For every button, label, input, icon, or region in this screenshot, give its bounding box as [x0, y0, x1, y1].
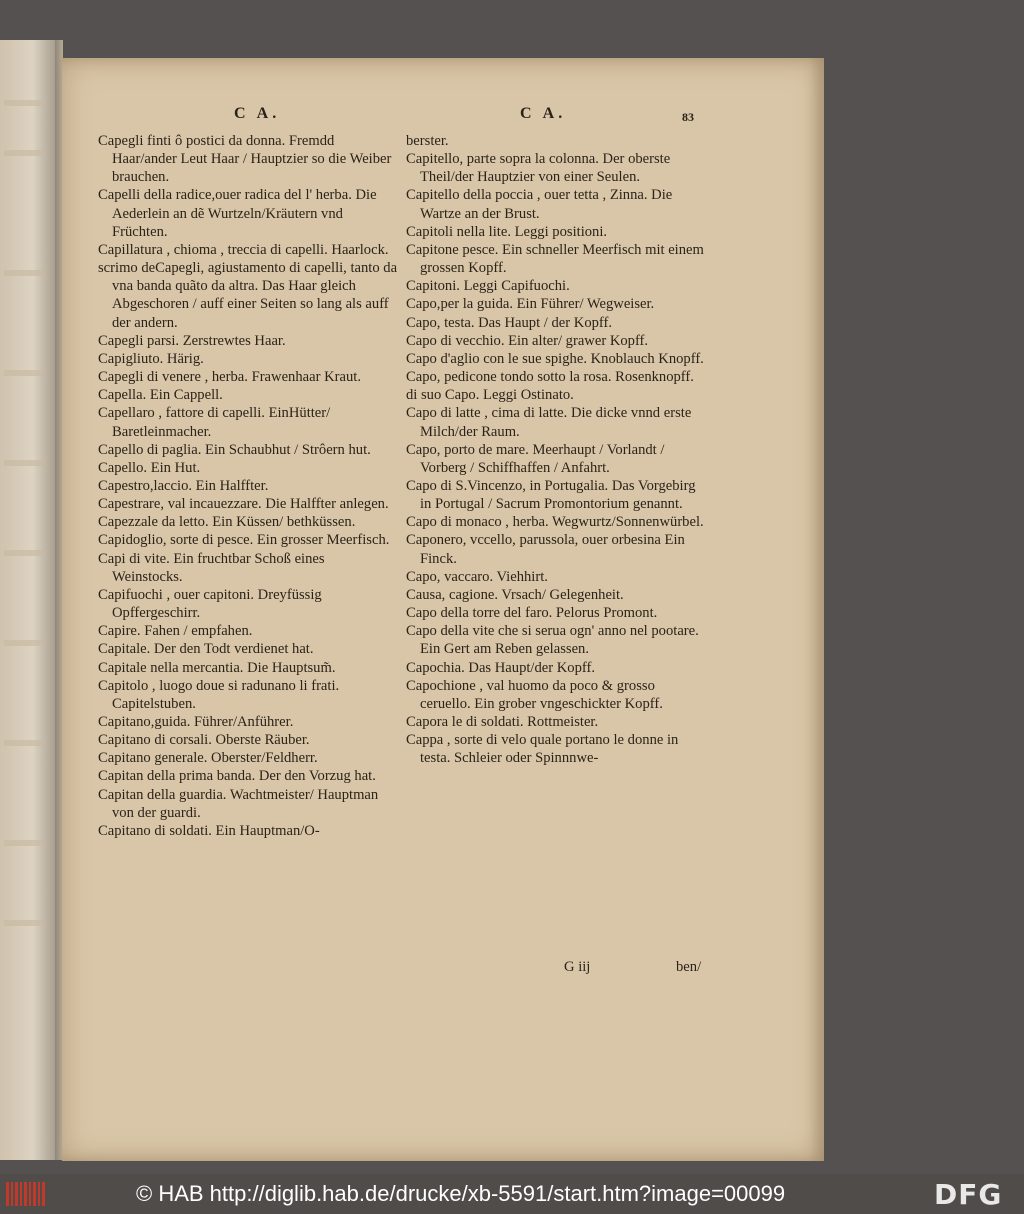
facing-page-edge — [0, 40, 55, 1160]
running-head-left: C A. — [234, 105, 281, 122]
dictionary-entry: Capigliuto. Härig. — [98, 350, 204, 367]
dictionary-entry: Capelli della radice,ouer radica del l' herba. Die Aederlein an dẽ Wurtzeln/Kräutern vnd Früchten. — [98, 187, 377, 240]
barcode-icon — [6, 1182, 48, 1206]
dictionary-entry: Capitano di soldati. Ein Hauptman/O- — [98, 822, 320, 839]
dictionary-entry: Capo di latte , cima di latte. Die dicke vnnd erste Milch/der Raum. — [406, 405, 692, 440]
dictionary-entry: Capo d'aglio con le sue spighe. Knoblauch Knopff. — [406, 350, 704, 367]
dictionary-entry: Capora le di soldati. Rottmeister. — [406, 714, 599, 730]
dfg-logo: DFG — [934, 1178, 1003, 1211]
dictionary-entry: Capegli di venere , herba. Frawenhaar Kraut. — [98, 369, 361, 386]
dictionary-entry: Capestro,laccio. Ein Halffter. — [98, 477, 269, 494]
dictionary-entry: Capo di vecchio. Ein alter/ grawer Kopff. — [406, 332, 649, 349]
dictionary-entry: Capella. Ein Cappell. — [98, 387, 223, 404]
dictionary-entry: Capitolo , luogo doue si radunano li frati. Capitelstuben. — [98, 677, 340, 712]
dictionary-entry: Caponero, vccello, parussola, ouer orbesina Ein Finck. — [406, 532, 685, 567]
dictionary-entry: Capitello della poccia , ouer tetta , Zinna. Die Wartze an der Brust. — [406, 187, 673, 222]
dictionary-entry: Capello di paglia. Ein Schaubhut / Strôern hut. — [98, 441, 371, 458]
right-column — [406, 132, 706, 767]
dictionary-entry: Capitan della guardia. Wachtmeister/ Hauptman von der guardi. — [98, 786, 379, 821]
dictionary-entry: Capo della torre del faro. Pelorus Promont. — [406, 605, 658, 622]
signature-line: G iij — [564, 959, 591, 975]
dictionary-entry: Capezzale da letto. Ein Küssen/ bethküssen. — [98, 514, 356, 531]
copyright-link[interactable]: © HAB http://diglib.hab.de/drucke/xb-5591/start.htm?image=00099 — [136, 1181, 786, 1206]
dictionary-entry: Capitello, parte sopra la colonna. Der oberste Theil/der Hauptzier von einer Seulen. — [406, 151, 671, 186]
dictionary-entry: Capi di vite. Ein fruchtbar Schoß eines Weinstocks. — [98, 550, 325, 585]
dictionary-entry: Capire. Fahen / empfahen. — [98, 623, 253, 640]
dictionary-entry: Capitone pesce. Ein schneller Meerfisch mit einem grossen Kopff. — [406, 241, 704, 277]
dictionary-entry: Capello. Ein Hut. — [98, 459, 201, 476]
dictionary-entry: Capitan della prima banda. Der den Vorzug hat. — [98, 768, 376, 785]
dictionary-entry: Capitale. Der den Todt verdienet hat. — [98, 641, 314, 658]
dictionary-entry: Capegli finti ô postici da donna. Fremdd Haar/ander Leut Haar / Hauptzier so die Weiber brauchen. — [98, 133, 392, 186]
dictionary-entry: Capochia. Das Haupt/der Kopff. — [406, 659, 595, 676]
dictionary-entry: Capidoglio, sorte di pesce. Ein grosser Meerfisch. — [98, 532, 390, 549]
dictionary-entry: Capo, porto de mare. Meerhaupt / Vorlandt / Vorberg / Schiffhaffen / Anfahrt. — [406, 441, 665, 476]
dictionary-entry: Capitoli nella lite. Leggi positioni. — [406, 223, 608, 240]
running-head-right: C A. — [520, 105, 567, 122]
dictionary-entry: Capo, testa. Das Haupt / der Kopff. — [406, 314, 613, 331]
dictionary-entry: Capo,per la guida. Ein Führer/ Wegweiser. — [406, 296, 655, 313]
dictionary-entry: Capochione , val huomo da poco & grosso ceruello. Ein grober vngeschickter Kopff. — [406, 677, 663, 712]
dictionary-entry: Capegli parsi. Zerstrewtes Haar. — [98, 332, 286, 349]
dictionary-entry: Capitale nella mercantia. Die Hauptsum̃. — [98, 659, 336, 676]
dictionary-entry: Capillatura , chioma , treccia di capelli. Haarlock. — [98, 241, 389, 258]
dictionary-entry: di suo Capo. Leggi Ostinato. — [406, 387, 574, 404]
dictionary-entry: Capitano di corsali. Oberste Räuber. — [98, 732, 310, 749]
footer-bar — [0, 1174, 1024, 1214]
dictionary-entry: Capitano,guida. Führer/Anführer. — [98, 714, 294, 730]
dictionary-entry: scrimo deCapegli, agiustamento di capelli, tanto da vna banda quãto da altra. Das Haar gleich Abgeschoren / auff einer Seiten so lang als auff der andern. — [98, 260, 398, 331]
dictionary-entry: Capo di monaco , herba. Wegwurtz/Sonnenwürbel. — [406, 514, 704, 531]
dictionary-entry: Capifuochi , ouer capitoni. Dreyfüssig Opffergeschirr. — [98, 586, 322, 622]
dictionary-entry: Capitano generale. Oberster/Feldherr. — [98, 750, 318, 767]
left-column — [98, 132, 398, 840]
dictionary-entry: Capellaro , fattore di capelli. EinHütter/ Baretleinmacher. — [98, 405, 331, 440]
dictionary-entry: Capestrare, val incauezzare. Die Halffter anlegen. — [98, 496, 389, 513]
signature-mark: 83 — [682, 110, 694, 124]
dictionary-entry: Capo di S.Vincenzo, in Portugalia. Das Vorgebirg in Portugal / Sacrum Promontorium genannt. — [406, 477, 696, 513]
catchword: ben/ — [676, 959, 702, 975]
dictionary-entry: Causa, cagione. Vrsach/ Gelegenheit. — [406, 586, 624, 603]
dictionary-entry: Capitoni. Leggi Capifuochi. — [406, 278, 570, 295]
dictionary-entry: berster. — [406, 133, 449, 149]
dictionary-entry: Capo, vaccaro. Viehhirt. — [406, 568, 548, 585]
dictionary-entry: Capo, pedicone tondo sotto la rosa. Rosenknopff. — [406, 369, 694, 386]
dictionary-entry: Cappa , sorte di velo quale portano le donne in testa. Schleier oder Spinnnwe- — [406, 732, 679, 767]
dictionary-entry: Capo della vite che si serua ogn' anno nel pootare. Ein Gert am Reben gelassen. — [406, 623, 699, 658]
book-page — [62, 58, 824, 1161]
